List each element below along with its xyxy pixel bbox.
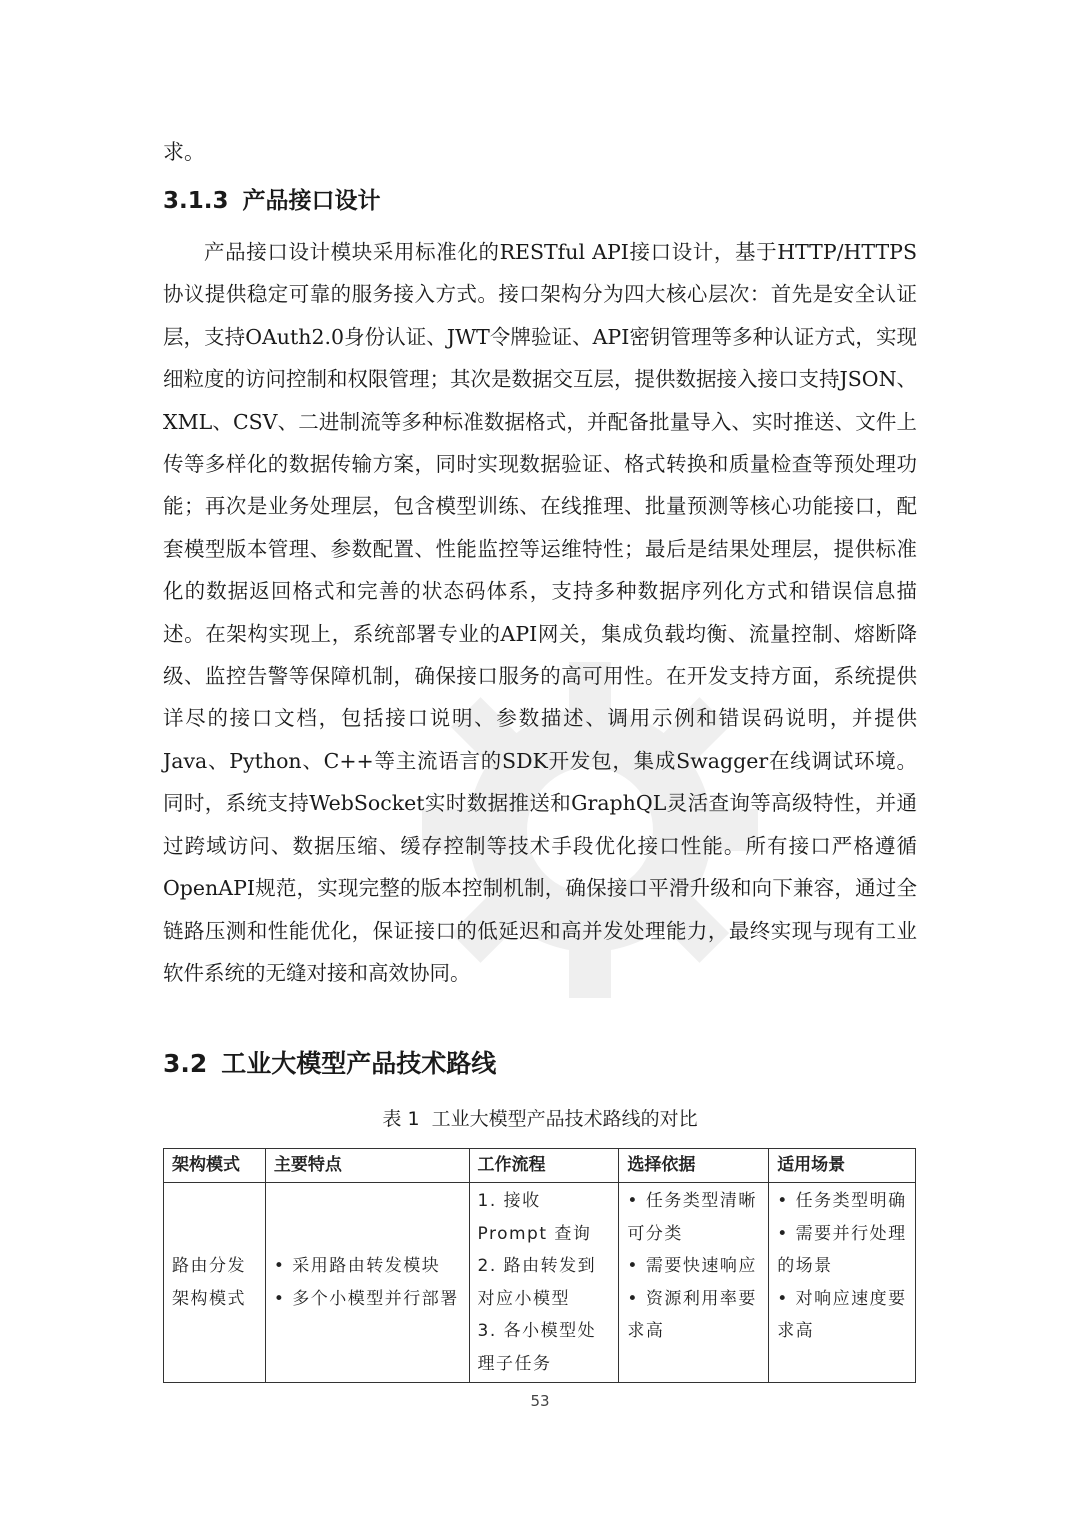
section-3-1-3-title: 产品接口设计 — [242, 188, 381, 214]
cell-scenarios — [769, 1183, 916, 1383]
section-3-2-number: 3.2 — [163, 1049, 208, 1078]
basis-item: • 资源利用率要求高 — [627, 1288, 757, 1341]
feature-item: • 多个小模型并行部署 — [273, 1288, 459, 1309]
feature-item: • 采用路由转发模块 — [273, 1256, 441, 1276]
carryover-text: 求。 — [163, 140, 205, 164]
workflow-step: 2. 路由转发到对应小模型 — [477, 1256, 597, 1309]
section-3-2-title: 工业大模型产品技术路线 — [221, 1049, 497, 1078]
header-cell: 主要特点 — [265, 1149, 469, 1183]
page-number: 53 — [530, 1392, 550, 1410]
comparison-table — [163, 1148, 916, 1383]
basis-item: • 任务类型清晰可分类 — [627, 1191, 757, 1244]
header-cell: 架构模式 — [164, 1149, 266, 1183]
header-cell: 工作流程 — [469, 1149, 619, 1183]
section-3-1-3-heading — [163, 182, 381, 220]
scenario-item: • 任务类型明确 — [777, 1191, 907, 1211]
workflow-step: 1. 接收 Prompt 查询 — [477, 1191, 592, 1244]
table-row — [164, 1183, 916, 1383]
cell-workflow — [469, 1183, 619, 1383]
section-3-1-3-number: 3.1.3 — [163, 188, 229, 214]
cell-basis — [619, 1183, 769, 1383]
scenario-item: • 需要并行处理的场景 — [777, 1223, 907, 1276]
table-caption — [163, 1102, 917, 1136]
table-header-row — [164, 1149, 916, 1183]
basis-item: • 需要快速响应 — [627, 1256, 757, 1276]
section-3-2-heading — [163, 1044, 496, 1084]
table-caption-title: 工业大模型产品技术路线的对比 — [431, 1108, 698, 1130]
table-caption-number: 表 1 — [382, 1108, 420, 1130]
cell-mode: 路由分发架构模式 — [164, 1183, 266, 1383]
body-paragraph: 产品接口设计模块采用标准化的RESTful API接口设计，基于HTTP/HTTPS协议提供稳定可靠的服务接入方式。接口架构分为四大核心层次：首先是安全认证层，支持OAuth2.0身份认证、JWT令牌验证、API密钥管理等多种认证方式，实现细粒度的访问控制和权限管理；其次是数据交互层，提供数据接入接口支持JSON、XML、CSV、二进制流等多种标准数据格式，并配备批量导入、实时推送、文件上传等多样化的数据传输方案，同时实现数据验证、格式转换和质量检查等预处理功能；再次是业务处理层，包含模型训练、在线推理、批量预测等核心功能接口，配套模型版本管理、参数配置、性能监控等运维特性；最后是结果处理层，提供标准化的数据返回格式和完善的状态码体系，支持多种数据序列化方式和错误信息描述。在架构实现上，系统部署专业的API网关，集成负载均衡、流量控制、熔断降级、监控告警等保障机制，确保接口服务的高可用性。在开发支持方面，系统提供详尽的接口文档，包括接口说明、参数描述、调用示例和错误码说明，并提供Java、Python、C++等主流语言的SDK开发包，集成Swagger在线调试环境。同时，系统支持WebSocket实时数据推送和GraphQL灵活查询等高级特性，并通过跨域访问、数据压缩、缓存控制等技术手段优化接口性能。所有接口严格遵循OpenAPI规范，实现完整的版本控制机制，确保接口平滑升级和向下兼容，通过全链路压测和性能优化，保证接口的低延迟和高并发处理能力，最终实现与现有工业软件系统的无缝对接和高效协同。 — [163, 240, 918, 985]
header-cell: 选择依据 — [619, 1149, 769, 1183]
header-cell: 适用场景 — [769, 1149, 916, 1183]
workflow-step: 3. 各小模型处理子任务 — [477, 1321, 597, 1374]
scenario-item: • 对响应速度要求高 — [777, 1288, 907, 1341]
cell-features — [265, 1183, 469, 1383]
